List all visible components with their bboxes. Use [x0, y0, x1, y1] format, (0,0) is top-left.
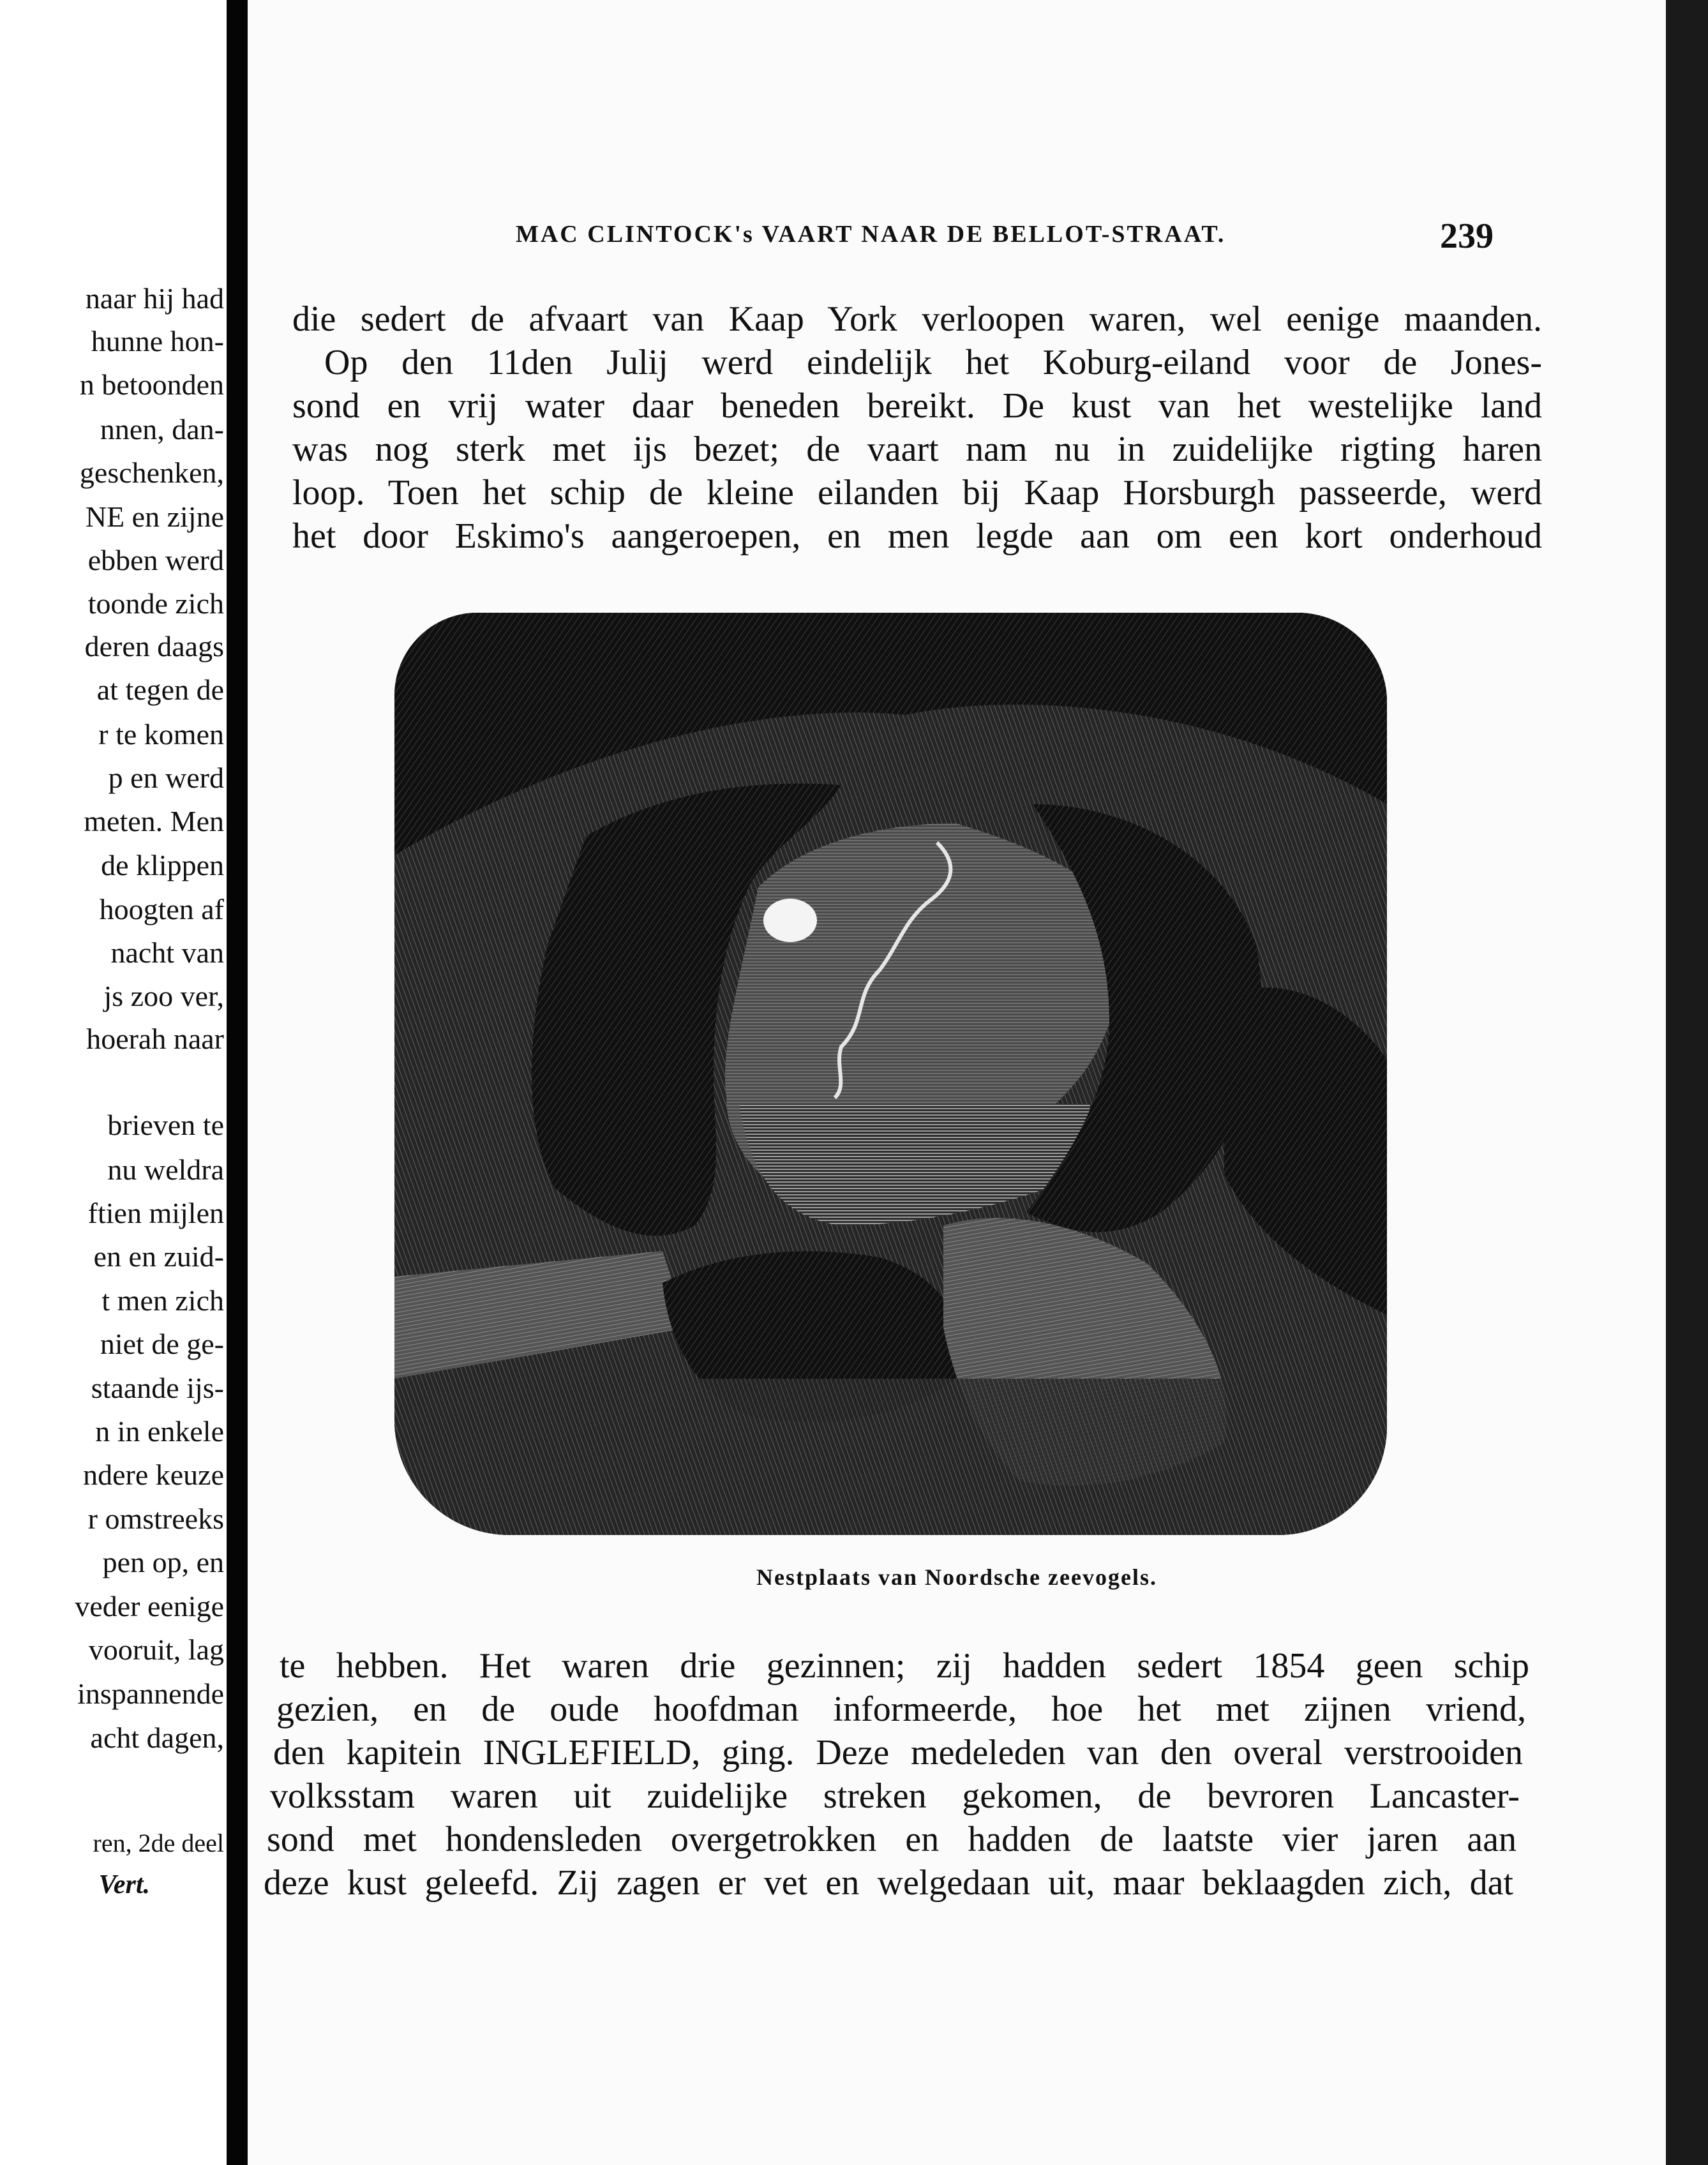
left-line: geschenken, [79, 456, 224, 489]
left-line: de klippen [101, 849, 224, 881]
book-gutter [227, 0, 248, 2165]
left-line: hunne hon- [91, 325, 224, 357]
left-line: acht dagen, [90, 1721, 224, 1754]
page-number: 239 [1440, 216, 1494, 256]
left-line: staande ijs- [91, 1372, 224, 1404]
left-line: brieven te [107, 1109, 224, 1141]
figure-caption: Nestplaats van Noordsche zeevogels. [756, 1564, 1157, 1590]
running-head: MAC CLINTOCK's VAART NAAR DE BELLOT-STRAAT. [516, 221, 1226, 248]
left-line: nacht van [110, 936, 224, 969]
left-footnote-signature: Vert. [98, 1870, 150, 1899]
text-line: sond met hondensleden overgetrokken en hadden de laatste vier jaren aan [267, 1820, 1517, 1859]
left-page [0, 0, 227, 2165]
left-line: r te komen [98, 718, 224, 751]
left-footnote: ren, 2de deel [93, 1829, 224, 1857]
left-line: ndere keuze [83, 1458, 224, 1491]
left-line: at tegen de [96, 673, 224, 706]
left-line: deren daags [84, 630, 224, 663]
left-line: ebben werd [87, 544, 224, 576]
left-line: hoogten af [99, 893, 224, 925]
text-line: te hebben. Het waren drie gezinnen; zij hadden sedert 1854 geen schip [280, 1646, 1529, 1686]
left-line: r omstreeks [87, 1502, 224, 1535]
left-line: naar hij had [85, 282, 224, 315]
engraving-illustration [394, 613, 1387, 1535]
left-line: toonde zich [87, 587, 224, 620]
left-line: ftien mijlen [87, 1197, 224, 1229]
left-line: hoerah naar [86, 1023, 224, 1055]
text-line: was nog sterk met ijs bezet; de vaart nam nu in zuidelijke rigting haren [292, 430, 1542, 469]
left-line: nnen, dan- [100, 413, 224, 446]
text-line: volksstam waren uit zuidelijke streken gekomen, de bevroren Lancaster- [270, 1776, 1520, 1816]
text-line: den kapitein INGLEFIELD, ging. Deze medeleden van den overal verstrooiden [273, 1733, 1523, 1772]
left-line: n in enkele [95, 1415, 224, 1448]
text-line: het door Eskimo's aangeroepen, en men legde aan om een kort onderhoud [292, 516, 1542, 556]
left-line: en en zuid- [93, 1240, 224, 1273]
text-line: deze kust geleefd. Zij zagen er vet en welgedaan uit, maar beklaagden zich, dat [264, 1863, 1513, 1903]
left-line: meten. Men [84, 805, 224, 837]
page-edge-shadow [1666, 0, 1708, 2165]
left-line: vooruit, lag [88, 1633, 224, 1666]
left-line: inspannende [77, 1677, 224, 1710]
text-line: gezien, en de oude hoofdman informeerde, hoe het met zijnen vriend, [276, 1689, 1526, 1729]
left-line: veder eenige [75, 1590, 224, 1622]
text-line: Op den 11den Julij werd eindelijk het Koburg-eiland voor de Jones- [324, 343, 1542, 382]
left-line: n betoonden [79, 368, 224, 401]
text-line: sond en vrij water daar beneden bereikt. De kust van het westelijke land [292, 386, 1542, 426]
left-line: pen op, en [102, 1546, 224, 1578]
left-line: t men zich [101, 1284, 224, 1317]
left-line: NE en zijne [85, 500, 224, 533]
right-page [248, 0, 1666, 2165]
left-line: p en werd [108, 761, 224, 794]
left-line: nu weldra [107, 1153, 224, 1186]
text-line: loop. Toen het schip de kleine eilanden bij Kaap Horsburgh passeerde, werd [292, 473, 1542, 513]
left-line: js zoo ver, [103, 980, 224, 1012]
text-line: die sedert de afvaart van Kaap York verloopen waren, wel eenige maanden. [292, 299, 1542, 339]
left-line: niet de ge- [100, 1328, 224, 1360]
